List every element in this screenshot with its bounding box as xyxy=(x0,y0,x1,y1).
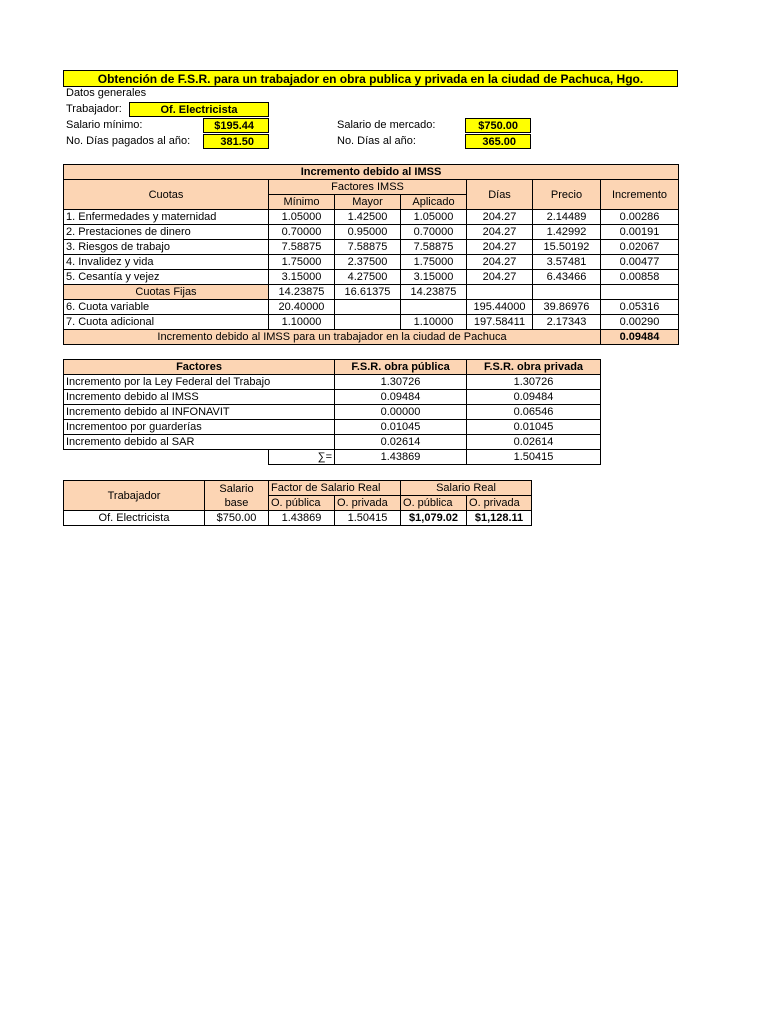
table-row xyxy=(64,511,532,526)
table-row-total xyxy=(64,330,679,345)
salario-real-table xyxy=(63,480,532,526)
cell-incremento: 0.00191 xyxy=(601,225,679,240)
cell-incremento: 0.05316 xyxy=(601,300,679,315)
cell-dias: 204.27 xyxy=(467,270,533,285)
row-label: Incremento debido al IMSS xyxy=(64,390,335,405)
col-factor-salario-real: Factor de Salario Real xyxy=(269,481,401,496)
cell-privada: 0.02614 xyxy=(467,435,601,450)
cell-publica: 0.09484 xyxy=(335,390,467,405)
cell-dias xyxy=(467,285,533,300)
table-row-cuota-variable xyxy=(64,300,679,315)
cell-mayor: 1.42500 xyxy=(335,210,401,225)
cell-precio: 2.17343 xyxy=(533,315,601,330)
imss-table xyxy=(63,164,679,345)
cell-precio: 3.57481 xyxy=(533,255,601,270)
cell-precio: 1.42992 xyxy=(533,225,601,240)
cell-publica: 0.01045 xyxy=(335,420,467,435)
cell-precio xyxy=(533,285,601,300)
cell-aplicado: 3.15000 xyxy=(401,270,467,285)
col-factor-publica: O. pública xyxy=(269,496,335,511)
row-label: 3. Riesgos de trabajo xyxy=(64,240,269,255)
sum-publica: 1.43869 xyxy=(335,450,467,465)
cell-aplicado: 14.23875 xyxy=(401,285,467,300)
cell-precio: 39.86976 xyxy=(533,300,601,315)
table-row-cuota-adicional xyxy=(64,315,679,330)
factores-table xyxy=(63,359,601,465)
cell-privada: 0.01045 xyxy=(467,420,601,435)
row-label: Incremento debido al INFONAVIT xyxy=(64,405,335,420)
col-mayor: Mayor xyxy=(335,195,401,210)
table-row xyxy=(64,390,601,405)
cell-minimo: 14.23875 xyxy=(269,285,335,300)
imss-total-label: Incremento debido al IMSS para un trabajador en la ciudad de Pachuca xyxy=(64,330,601,345)
table-row xyxy=(64,210,679,225)
table-row xyxy=(64,375,601,390)
cell-publica: 0.00000 xyxy=(335,405,467,420)
cell-incremento xyxy=(601,285,679,300)
cell-trabajador: Of. Electricista xyxy=(64,511,205,526)
cell-mayor: 4.27500 xyxy=(335,270,401,285)
cell-incremento: 0.00477 xyxy=(601,255,679,270)
cell-minimo: 3.15000 xyxy=(269,270,335,285)
cell-aplicado: 0.70000 xyxy=(401,225,467,240)
row-label: 6. Cuota variable xyxy=(64,300,269,315)
cell-publica: 0.02614 xyxy=(335,435,467,450)
cell-publica: 1.30726 xyxy=(335,375,467,390)
table-row xyxy=(64,225,679,240)
cell-salario-base: $750.00 xyxy=(205,511,269,526)
cell-factor-publica: 1.43869 xyxy=(269,511,335,526)
row-label: 2. Prestaciones de dinero xyxy=(64,225,269,240)
cell-real-privada: $1,128.11 xyxy=(467,511,532,526)
cell-mayor xyxy=(335,300,401,315)
cell-mayor: 7.58875 xyxy=(335,240,401,255)
table-row-sum xyxy=(64,450,601,465)
cell-mayor: 16.61375 xyxy=(335,285,401,300)
col-salario-base xyxy=(205,481,269,511)
dias-pagados-label: No. Días pagados al año: xyxy=(66,135,191,147)
table-row xyxy=(64,255,679,270)
salario-minimo-value: $195.44 xyxy=(203,118,269,133)
cuotas-fijas-label: Cuotas Fijas xyxy=(64,285,269,300)
table-row xyxy=(64,405,601,420)
col-cuotas: Cuotas xyxy=(64,180,269,210)
cell-incremento: 0.00858 xyxy=(601,270,679,285)
cell-mayor: 0.95000 xyxy=(335,225,401,240)
table-row xyxy=(64,420,601,435)
col-salario-real: Salario Real xyxy=(401,481,532,496)
cell-minimo: 1.75000 xyxy=(269,255,335,270)
col-dias: Días xyxy=(467,180,533,210)
row-label: Incremento debido al SAR xyxy=(64,435,335,450)
col-trabajador: Trabajador xyxy=(64,481,205,511)
cell-precio: 15.50192 xyxy=(533,240,601,255)
cell-dias: 204.27 xyxy=(467,225,533,240)
cell-minimo: 0.70000 xyxy=(269,225,335,240)
cell-aplicado: 1.75000 xyxy=(401,255,467,270)
col-real-privada: O. privada xyxy=(467,496,532,511)
trabajador-label: Trabajador: xyxy=(66,103,122,115)
col-aplicado: Aplicado xyxy=(401,195,467,210)
row-label: 1. Enfermedades y maternidad xyxy=(64,210,269,225)
cell-minimo: 1.05000 xyxy=(269,210,335,225)
cell-factor-privada: 1.50415 xyxy=(335,511,401,526)
cell-precio: 6.43466 xyxy=(533,270,601,285)
table-row xyxy=(64,240,679,255)
table-row xyxy=(64,435,601,450)
cell-mayor: 2.37500 xyxy=(335,255,401,270)
dias-anio-value: 365.00 xyxy=(465,134,531,149)
col-factor-privada: O. privada xyxy=(335,496,401,511)
col-minimo: Mínimo xyxy=(269,195,335,210)
cell-incremento: 0.02067 xyxy=(601,240,679,255)
cell-privada: 0.06546 xyxy=(467,405,601,420)
row-label: Incremento por la Ley Federal del Trabajo xyxy=(64,375,335,390)
cell-privada: 0.09484 xyxy=(467,390,601,405)
cell-minimo: 1.10000 xyxy=(269,315,335,330)
cell-aplicado: 1.05000 xyxy=(401,210,467,225)
cell-aplicado xyxy=(401,300,467,315)
row-label: 7. Cuota adicional xyxy=(64,315,269,330)
col-real-publica: O. pública xyxy=(401,496,467,511)
trabajador-value: Of. Electricista xyxy=(129,102,269,117)
sum-spacer xyxy=(64,450,269,465)
cell-real-publica: $1,079.02 xyxy=(401,511,467,526)
cell-precio: 2.14489 xyxy=(533,210,601,225)
cell-mayor xyxy=(335,315,401,330)
cell-incremento: 0.00290 xyxy=(601,315,679,330)
cell-dias: 195.44000 xyxy=(467,300,533,315)
col-precio: Precio xyxy=(533,180,601,210)
imss-total-value: 0.09484 xyxy=(601,330,679,345)
col-fsr-publica: F.S.R. obra pública xyxy=(335,360,467,375)
general-heading: Datos generales xyxy=(66,87,147,99)
col-salario-base-line2: base xyxy=(224,496,249,509)
table-row xyxy=(64,270,679,285)
cell-dias: 204.27 xyxy=(467,255,533,270)
cell-incremento: 0.00286 xyxy=(601,210,679,225)
sum-label: ∑= xyxy=(269,450,335,465)
salario-minimo-label: Salario mínimo: xyxy=(66,119,143,131)
dias-pagados-value: 381.50 xyxy=(203,134,269,149)
row-label: 5. Cesantía y vejez xyxy=(64,270,269,285)
cell-dias: 204.27 xyxy=(467,240,533,255)
cell-aplicado: 7.58875 xyxy=(401,240,467,255)
salario-mercado-label: Salario de mercado: xyxy=(337,119,436,131)
cell-minimo: 7.58875 xyxy=(269,240,335,255)
col-factores-imss: Factores IMSS xyxy=(269,180,467,195)
cell-privada: 1.30726 xyxy=(467,375,601,390)
cell-dias: 204.27 xyxy=(467,210,533,225)
sum-privada: 1.50415 xyxy=(467,450,601,465)
table-row-cuotas-fijas xyxy=(64,285,679,300)
row-label: 4. Invalidez y vida xyxy=(64,255,269,270)
cell-minimo: 20.40000 xyxy=(269,300,335,315)
salario-mercado-value: $750.00 xyxy=(465,118,531,133)
col-incremento: Incremento xyxy=(601,180,679,210)
col-fsr-privada: F.S.R. obra privada xyxy=(467,360,601,375)
cell-aplicado: 1.10000 xyxy=(401,315,467,330)
imss-title: Incremento debido al IMSS xyxy=(64,165,679,180)
cell-dias: 197.58411 xyxy=(467,315,533,330)
col-salario-base-line1: Salario xyxy=(219,482,254,495)
col-factores: Factores xyxy=(64,360,335,375)
row-label: Incrementoo por guarderías xyxy=(64,420,335,435)
page-title: Obtención de F.S.R. para un trabajador en obra publica y privada en la ciudad de Pachuca, Hgo. xyxy=(63,70,678,87)
dias-anio-label: No. Días al año: xyxy=(337,135,416,147)
